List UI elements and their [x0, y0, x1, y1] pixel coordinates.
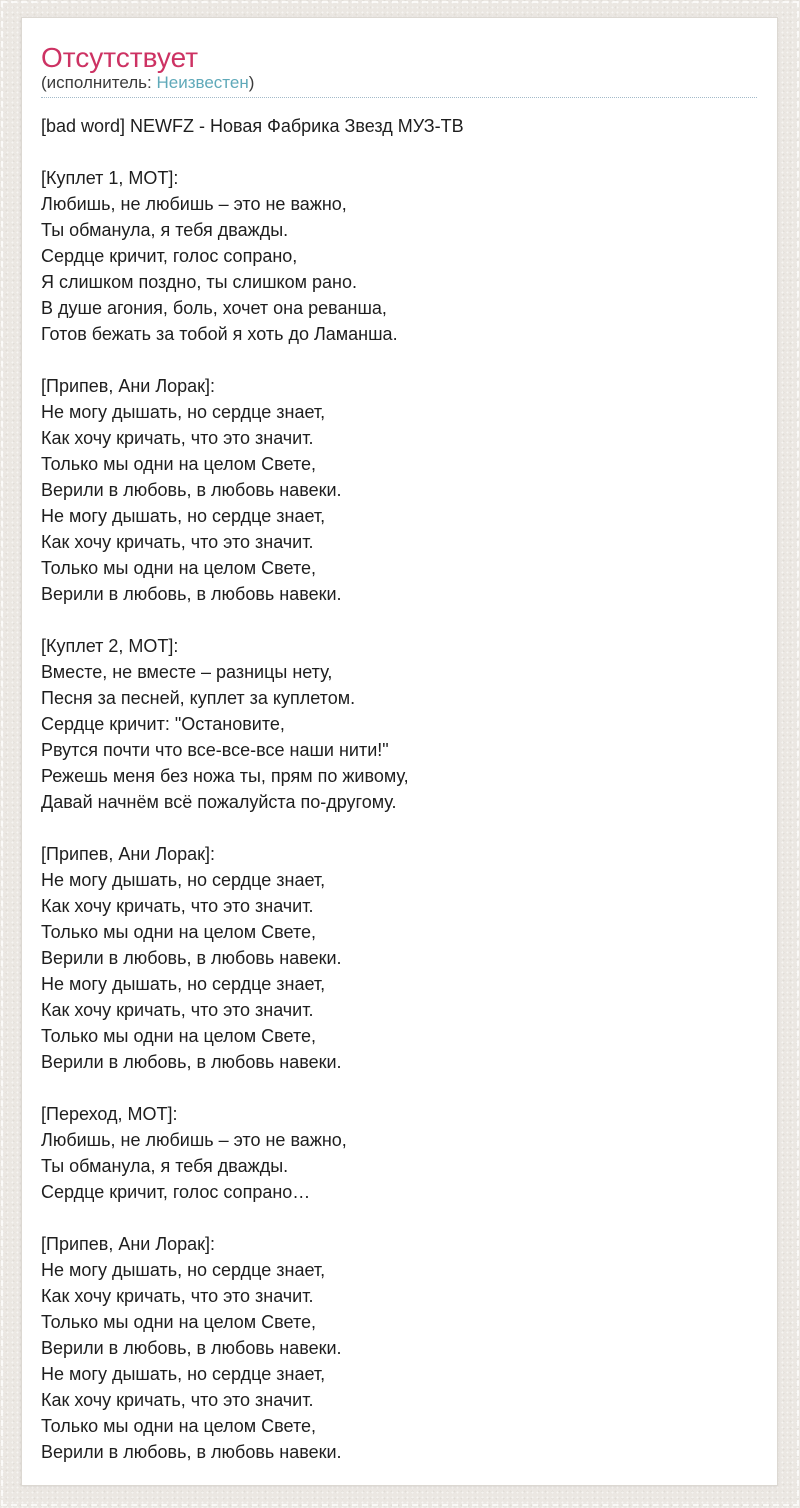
lyric-line: Только мы одни на целом Свете, — [41, 1312, 316, 1332]
lyric-line: Верили в любовь, в любовь навеки. — [41, 1052, 342, 1072]
lyric-line: Как хочу кричать, что это значит. — [41, 532, 314, 552]
lyric-line: Как хочу кричать, что это значит. — [41, 428, 314, 448]
section-header: [Припев, Ани Лорак]: — [41, 844, 216, 864]
lyric-line: Верили в любовь, в любовь навеки. — [41, 584, 342, 604]
lyric-line: Ты обманула, я тебя дважды. — [41, 220, 289, 240]
lyric-line: Режешь меня без ножа ты, прям по живому, — [41, 766, 409, 786]
lyric-line: Любишь, не любишь – это не важно, — [41, 194, 347, 214]
page-title: Отсутствует — [41, 42, 199, 73]
lyric-line: Верили в любовь, в любовь навеки. — [41, 480, 342, 500]
artist-line — [41, 73, 757, 93]
lyric-line: Песня за песней, куплет за куплетом. — [41, 688, 356, 708]
lyric-line: Я слишком поздно, ты слишком рано. — [41, 272, 357, 292]
lyric-line: Верили в любовь, в любовь навеки. — [41, 1442, 342, 1462]
lyric-line: Сердце кричит, голос сопрано… — [41, 1182, 311, 1202]
lyric-line: Не могу дышать, но сердце знает, — [41, 1260, 326, 1280]
section-header: [Припев, Ани Лорак]: — [41, 376, 216, 396]
lyric-line: Как хочу кричать, что это значит. — [41, 896, 314, 916]
lyric-line: Рвутся почти что все-все-все наши нити!" — [41, 740, 389, 760]
lyrics-section — [41, 633, 757, 815]
lyric-line: Не могу дышать, но сердце знает, — [41, 402, 326, 422]
lyric-line: Любишь, не любишь – это не важно, — [41, 1130, 347, 1150]
lyric-line: Как хочу кричать, что это значит. — [41, 1390, 314, 1410]
artist-label-prefix: (исполнитель: — [41, 73, 157, 92]
lyrics-sections — [41, 165, 757, 1465]
lyric-line: Только мы одни на целом Свете, — [41, 1026, 316, 1046]
lyric-line: Не могу дышать, но сердце знает, — [41, 870, 326, 890]
artist-link[interactable]: Неизвестен — [156, 73, 249, 92]
lyric-line: Давай начнём всё пожалуйста по-другому. — [41, 792, 397, 812]
lyric-line: Только мы одни на целом Свете, — [41, 558, 316, 578]
lyrics-card — [21, 17, 778, 1486]
lyric-line: Как хочу кричать, что это значит. — [41, 1286, 314, 1306]
lyric-line: Только мы одни на целом Свете, — [41, 454, 316, 474]
lyrics-intro-line: [bad word] NEWFZ - Новая Фабрика Звезд МУЗ-ТВ — [41, 116, 464, 136]
lyric-line: Только мы одни на целом Свете, — [41, 922, 316, 942]
song-header — [41, 43, 757, 98]
lyrics-section — [41, 841, 757, 1075]
lyric-line: Готов бежать за тобой я хоть до Ламанша. — [41, 324, 398, 344]
lyrics-text — [41, 113, 757, 1465]
lyric-line: В душе агония, боль, хочет она реванша, — [41, 298, 387, 318]
dotted-separator — [41, 97, 757, 98]
lyric-line: Не могу дышать, но сердце знает, — [41, 1364, 326, 1384]
lyric-line: Сердце кричит: "Остановите, — [41, 714, 285, 734]
artist-label-suffix: ) — [248, 73, 255, 92]
lyric-line: Ты обманула, я тебя дважды. — [41, 1156, 289, 1176]
lyric-line: Верили в любовь, в любовь навеки. — [41, 948, 342, 968]
section-header: [Переход, МОТ]: — [41, 1104, 178, 1124]
lyric-line: Как хочу кричать, что это значит. — [41, 1000, 314, 1020]
section-header: [Припев, Ани Лорак]: — [41, 1234, 216, 1254]
lyric-line: Не могу дышать, но сердце знает, — [41, 506, 326, 526]
lyric-line: Только мы одни на целом Свете, — [41, 1416, 316, 1436]
lyrics-section — [41, 1231, 757, 1465]
section-header: [Куплет 2, МОТ]: — [41, 636, 179, 656]
lyrics-section — [41, 165, 757, 347]
section-header: [Куплет 1, МОТ]: — [41, 168, 179, 188]
lyric-line: Вместе, не вместе – разницы нету, — [41, 662, 333, 682]
lyric-line: Верили в любовь, в любовь навеки. — [41, 1338, 342, 1358]
lyrics-section — [41, 373, 757, 607]
lyric-line: Сердце кричит, голос сопрано, — [41, 246, 298, 266]
lyric-line: Не могу дышать, но сердце знает, — [41, 974, 326, 994]
lyrics-section — [41, 1101, 757, 1205]
